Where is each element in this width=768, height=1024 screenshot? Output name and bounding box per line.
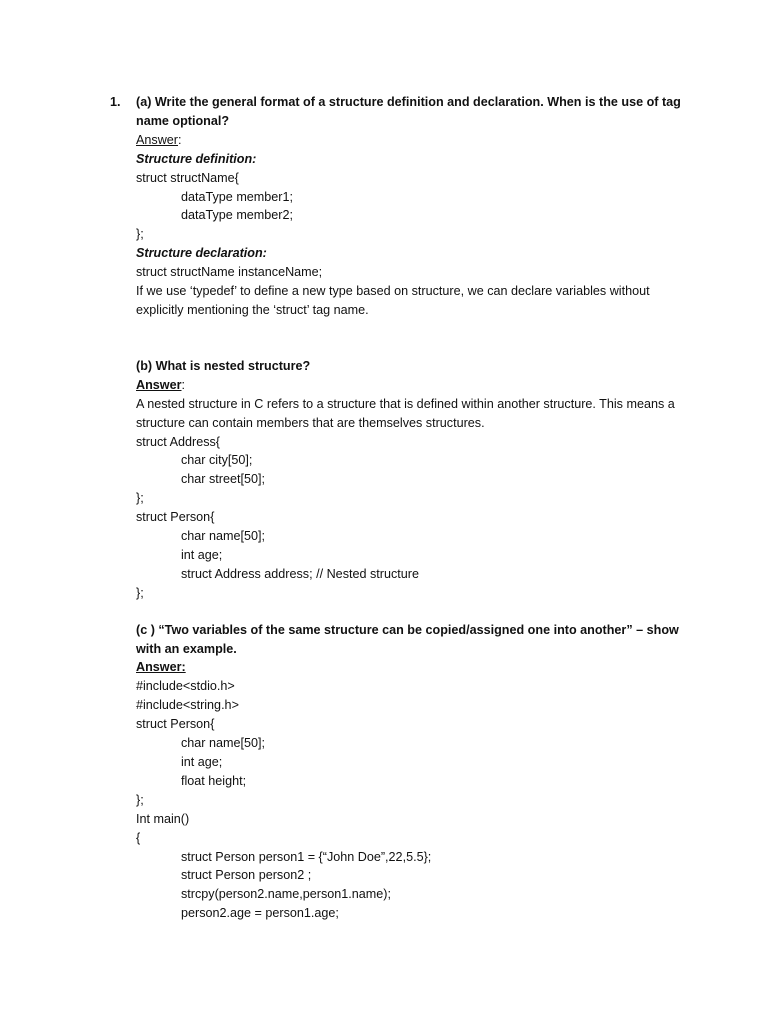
code-line: struct Address{: [136, 434, 220, 449]
part-b-answer-label: Answer: [136, 377, 182, 392]
code-line: {: [136, 830, 141, 845]
code-line: struct Address address; // Nested structure: [181, 566, 419, 581]
part-b-explanation: A nested structure in C refers to a structure that is defined within another structure. This means a structure can contain members that are themselves structures.: [136, 396, 675, 430]
part-b-answer-line: [136, 376, 684, 395]
code-line: };: [136, 792, 144, 807]
code-line: strcpy(person2.name,person1.name);: [181, 887, 391, 902]
part-a-explanation: If we use ‘typedef’ to define a new type based on structure, we can declare variables without explicitly mentioning the ‘struct’ tag name.: [136, 284, 650, 317]
code-line: struct Person person1 = {“John Doe”,22,5.5};: [181, 849, 432, 864]
code-line: };: [136, 491, 144, 506]
part-c-question: (c ) “Two variables of the same structure can be copied/assigned one into another” – show with an example.: [136, 622, 679, 656]
code-line: #include<string.h>: [136, 698, 239, 713]
part-a-answer-label: Answer: [136, 132, 178, 147]
part-a-answer-line: [136, 131, 684, 150]
part-c-code: [136, 677, 684, 923]
code-line: int age;: [181, 755, 223, 769]
code-line: struct structName{: [136, 170, 239, 185]
part-a-definition-code: [136, 169, 684, 245]
code-line: };: [136, 585, 144, 600]
code-line: struct Person person2 ;: [181, 868, 312, 883]
spacer: [136, 603, 684, 621]
code-line: char city[50];: [181, 453, 253, 468]
code-line: char street[50];: [181, 472, 265, 487]
code-line: int age;: [181, 547, 223, 562]
code-line: struct Person{: [136, 717, 215, 732]
code-line: struct Person{: [136, 510, 215, 525]
part-b-question: (b) What is nested structure?: [136, 358, 311, 373]
code-line: float height;: [181, 773, 247, 788]
part-a-question: (a) Write the general format of a structure definition and declaration. When is the use of tag name optional?: [136, 95, 681, 128]
question-number: 1.: [110, 95, 121, 109]
code-line: };: [136, 227, 144, 242]
code-line: person2.age = person1.age;: [181, 906, 339, 921]
code-line: Int main(): [136, 811, 190, 826]
part-b-answer-colon: :: [181, 377, 185, 392]
code-line: dataType member1;: [181, 189, 294, 204]
code-line: char name[50];: [181, 529, 266, 544]
document-content: [136, 93, 684, 923]
part-a-declaration-code: struct structName instanceName;: [136, 265, 323, 280]
part-b-code: [136, 433, 684, 603]
part-a-answer-colon: :: [178, 132, 182, 147]
code-line: #include<stdio.h>: [136, 679, 235, 694]
spacer: [136, 320, 684, 357]
part-a-definition-heading: Structure definition:: [136, 151, 257, 166]
part-a-declaration-heading: Structure declaration:: [136, 246, 267, 261]
code-line: char name[50];: [181, 736, 266, 751]
part-c-answer-label: Answer:: [136, 660, 186, 675]
code-line: dataType member2;: [181, 208, 294, 223]
